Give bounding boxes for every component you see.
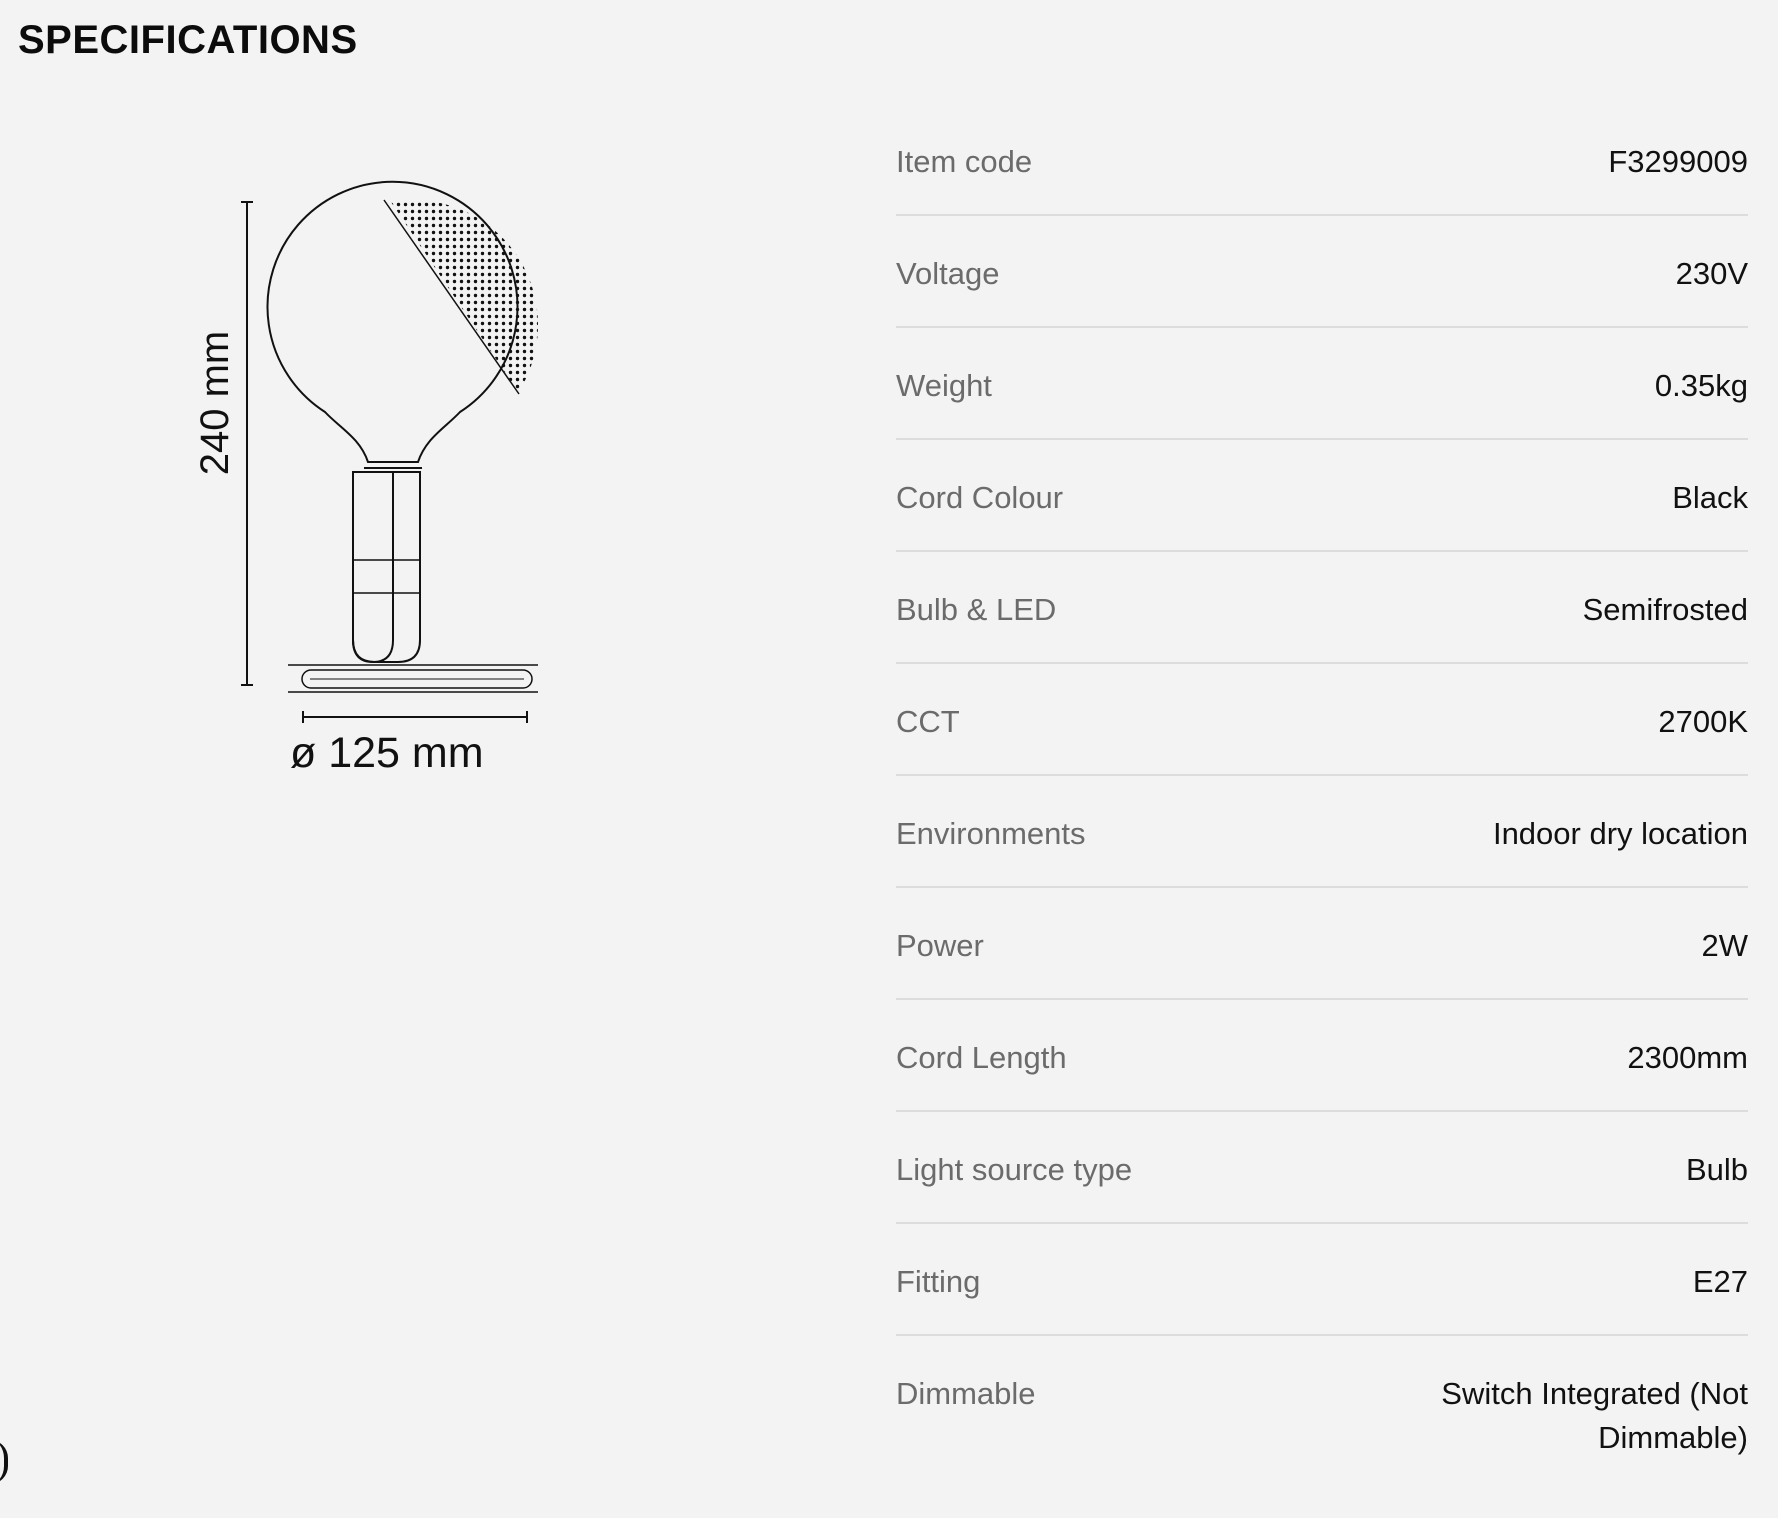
spec-label: Light source type <box>896 1152 1133 1187</box>
spec-label: Voltage <box>896 256 1000 291</box>
spec-label: Cord Length <box>896 1040 1067 1075</box>
spec-label: Fitting <box>896 1264 981 1299</box>
spec-value: Semifrosted <box>1582 592 1748 627</box>
spec-row-voltage <box>896 216 1748 328</box>
spec-label: Cord Colour <box>896 480 1064 515</box>
spec-label: Weight <box>896 368 992 403</box>
spec-row-cord-colour <box>896 440 1748 552</box>
spec-label: Bulb & LED <box>896 592 1057 627</box>
spec-value: 2300mm <box>1627 1040 1748 1075</box>
spec-label: Item code <box>896 144 1033 179</box>
spec-value: 0.35kg <box>1654 368 1748 403</box>
spec-value: E27 <box>1692 1264 1748 1299</box>
spec-value: 230V <box>1675 256 1748 291</box>
spec-value: Bulb <box>1685 1152 1748 1187</box>
edge-scroll-handle[interactable] <box>0 1440 8 1484</box>
spec-row-fitting <box>896 1224 1748 1336</box>
spec-row-dimmable <box>896 1336 1748 1476</box>
spec-row-light-source-type <box>896 1112 1748 1224</box>
spec-value: Black <box>1672 480 1748 515</box>
spec-row-power <box>896 888 1748 1000</box>
spec-row-cord-length <box>896 1000 1748 1112</box>
spec-label: CCT <box>896 704 960 739</box>
diameter-dimension-label: ø 125 mm <box>290 729 484 777</box>
spec-table <box>896 104 1748 1476</box>
page-title: SPECIFICATIONS <box>18 18 358 62</box>
spec-row-cct <box>896 664 1748 776</box>
spec-label: Dimmable <box>896 1376 1036 1411</box>
spec-row-item-code <box>896 104 1748 216</box>
spec-row-bulb-led <box>896 552 1748 664</box>
spec-label: Environments <box>896 816 1086 851</box>
spec-value: 2700K <box>1658 704 1748 739</box>
spec-value: Indoor dry location <box>1492 816 1748 851</box>
spec-row-weight <box>896 328 1748 440</box>
height-dimension-label: 240 mm <box>193 330 237 476</box>
spec-row-environments <box>896 776 1748 888</box>
spec-label: Power <box>896 928 984 963</box>
spec-value: Switch Integrated (Not Dimmable) <box>1441 1376 1748 1455</box>
spec-value: 2W <box>1701 928 1748 963</box>
spec-value: F3299009 <box>1608 144 1748 179</box>
